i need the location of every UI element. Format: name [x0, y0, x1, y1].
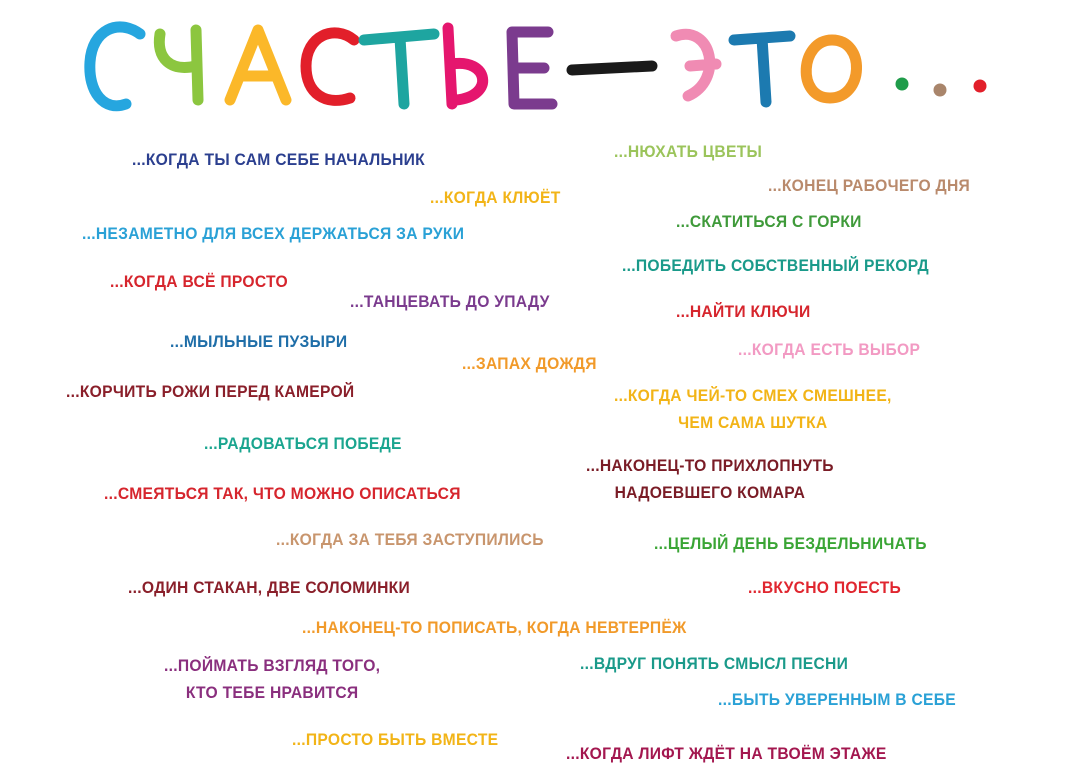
happiness-phrase — [622, 252, 929, 279]
phrase-line: ...СКАТИТЬСЯ С ГОРКИ — [676, 212, 862, 231]
phrase-line: ...СМЕЯТЬСЯ ТАК, ЧТО МОЖНО ОПИСАТЬСЯ — [104, 484, 461, 503]
happiness-phrase — [164, 652, 380, 706]
phrase-line: ...КОГДА ЧЕЙ-ТО СМЕХ СМЕШНЕЕ, — [614, 386, 892, 405]
phrase-line: ...ВДРУГ ПОНЯТЬ СМЫСЛ ПЕСНИ — [580, 654, 849, 673]
title-letter — [974, 80, 987, 93]
happiness-phrase — [302, 614, 687, 641]
title-letter — [230, 30, 286, 100]
happiness-phrase — [292, 726, 498, 753]
happiness-phrase — [430, 184, 561, 211]
happiness-phrase — [204, 430, 402, 457]
phrase-line: ...ЦЕЛЫЙ ДЕНЬ БЕЗДЕЛЬНИЧАТЬ — [654, 534, 927, 553]
phrase-line: ...КОНЕЦ РАБОЧЕГО ДНЯ — [768, 176, 971, 195]
title-letter — [734, 36, 790, 102]
title-letter — [159, 30, 198, 100]
phrase-line: ...ПРОСТО БЫТЬ ВМЕСТЕ — [292, 730, 499, 749]
happiness-phrase — [718, 686, 956, 713]
phrase-line: ...МЫЛЬНЫЕ ПУЗЫРИ — [170, 332, 348, 351]
phrase-line: ...КОГДА КЛЮЁТ — [430, 188, 561, 207]
phrase-line: ...ЗАПАХ ДОЖДЯ — [462, 354, 597, 373]
phrase-line: ...ПОБЕДИТЬ СОБСТВЕННЫЙ РЕКОРД — [622, 256, 929, 275]
phrase-line: ...КОГДА ВСЁ ПРОСТО — [110, 272, 288, 291]
happiness-phrase — [110, 268, 288, 295]
happiness-phrase — [768, 172, 970, 199]
title-letter — [512, 32, 552, 104]
phrase-line: ...КОГДА ЛИФТ ЖДЁТ НА ТВОЁМ ЭТАЖЕ — [566, 744, 887, 763]
title-letter — [306, 33, 354, 101]
happiness-phrase — [614, 382, 892, 436]
happiness-phrase — [586, 452, 834, 506]
happiness-phrase — [738, 336, 920, 363]
phrase-line: ЧЕМ САМА ШУТКА — [678, 413, 828, 432]
happiness-phrase — [614, 138, 762, 165]
happiness-phrase — [566, 740, 887, 767]
handwritten-title — [0, 0, 1067, 130]
title-letter — [934, 84, 947, 97]
title-letter — [572, 66, 652, 70]
phrase-line: ...НЕЗАМЕТНО ДЛЯ ВСЕХ ДЕРЖАТЬСЯ ЗА РУКИ — [82, 224, 465, 243]
phrase-line: КТО ТЕБЕ НРАВИТСЯ — [185, 683, 359, 702]
title-letter — [806, 40, 856, 98]
happiness-phrase — [82, 220, 464, 247]
phrase-line: ...КОГДА ЕСТЬ ВЫБОР — [738, 340, 921, 359]
happiness-phrase — [580, 650, 848, 677]
happiness-phrase — [276, 526, 544, 553]
phrase-line: ...ПОЙМАТЬ ВЗГЛЯД ТОГО, — [164, 656, 381, 675]
happiness-phrase — [132, 146, 425, 173]
phrase-line: ...КОГДА ЗА ТЕБЯ ЗАСТУПИЛИСЬ — [276, 530, 544, 549]
happiness-phrase — [66, 378, 354, 405]
phrase-line: ...КОРЧИТЬ РОЖИ ПЕРЕД КАМЕРОЙ — [66, 382, 355, 401]
title-letter — [896, 78, 909, 91]
happiness-phrase — [654, 530, 927, 557]
phrase-line: ...НЮХАТЬ ЦВЕТЫ — [614, 142, 763, 161]
happiness-phrase — [676, 298, 811, 325]
phrase-line: НАДОЕВШЕГО КОМАРА — [614, 483, 806, 502]
happiness-phrase — [170, 328, 347, 355]
title-letter — [448, 28, 483, 104]
phrase-line: ...КОГДА ТЫ САМ СЕБЕ НАЧАЛЬНИК — [132, 150, 425, 169]
happiness-phrase — [128, 574, 410, 601]
title-letter — [676, 34, 716, 96]
happiness-phrase — [748, 574, 901, 601]
phrase-line: ...НАКОНЕЦ-ТО ПОПИСАТЬ, КОГДА НЕВТЕРПЁЖ — [302, 618, 687, 637]
happiness-phrase — [350, 288, 550, 315]
phrase-line: ...НАКОНЕЦ-ТО ПРИХЛОПНУТЬ — [586, 456, 834, 475]
title-letter — [90, 27, 140, 106]
phrase-line: ...ОДИН СТАКАН, ДВЕ СОЛОМИНКИ — [128, 578, 411, 597]
phrase-line: ...БЫТЬ УВЕРЕННЫМ В СЕБЕ — [718, 690, 956, 709]
happiness-phrase — [462, 350, 597, 377]
title-letter — [364, 34, 434, 104]
phrase-line: ...НАЙТИ КЛЮЧИ — [676, 302, 811, 321]
happiness-phrase — [676, 208, 862, 235]
happiness-phrase — [104, 480, 461, 507]
phrase-line: ...РАДОВАТЬСЯ ПОБЕДЕ — [204, 434, 402, 453]
phrase-line: ...ВКУСНО ПОЕСТЬ — [748, 578, 902, 597]
phrase-line: ...ТАНЦЕВАТЬ ДО УПАДУ — [350, 292, 550, 311]
